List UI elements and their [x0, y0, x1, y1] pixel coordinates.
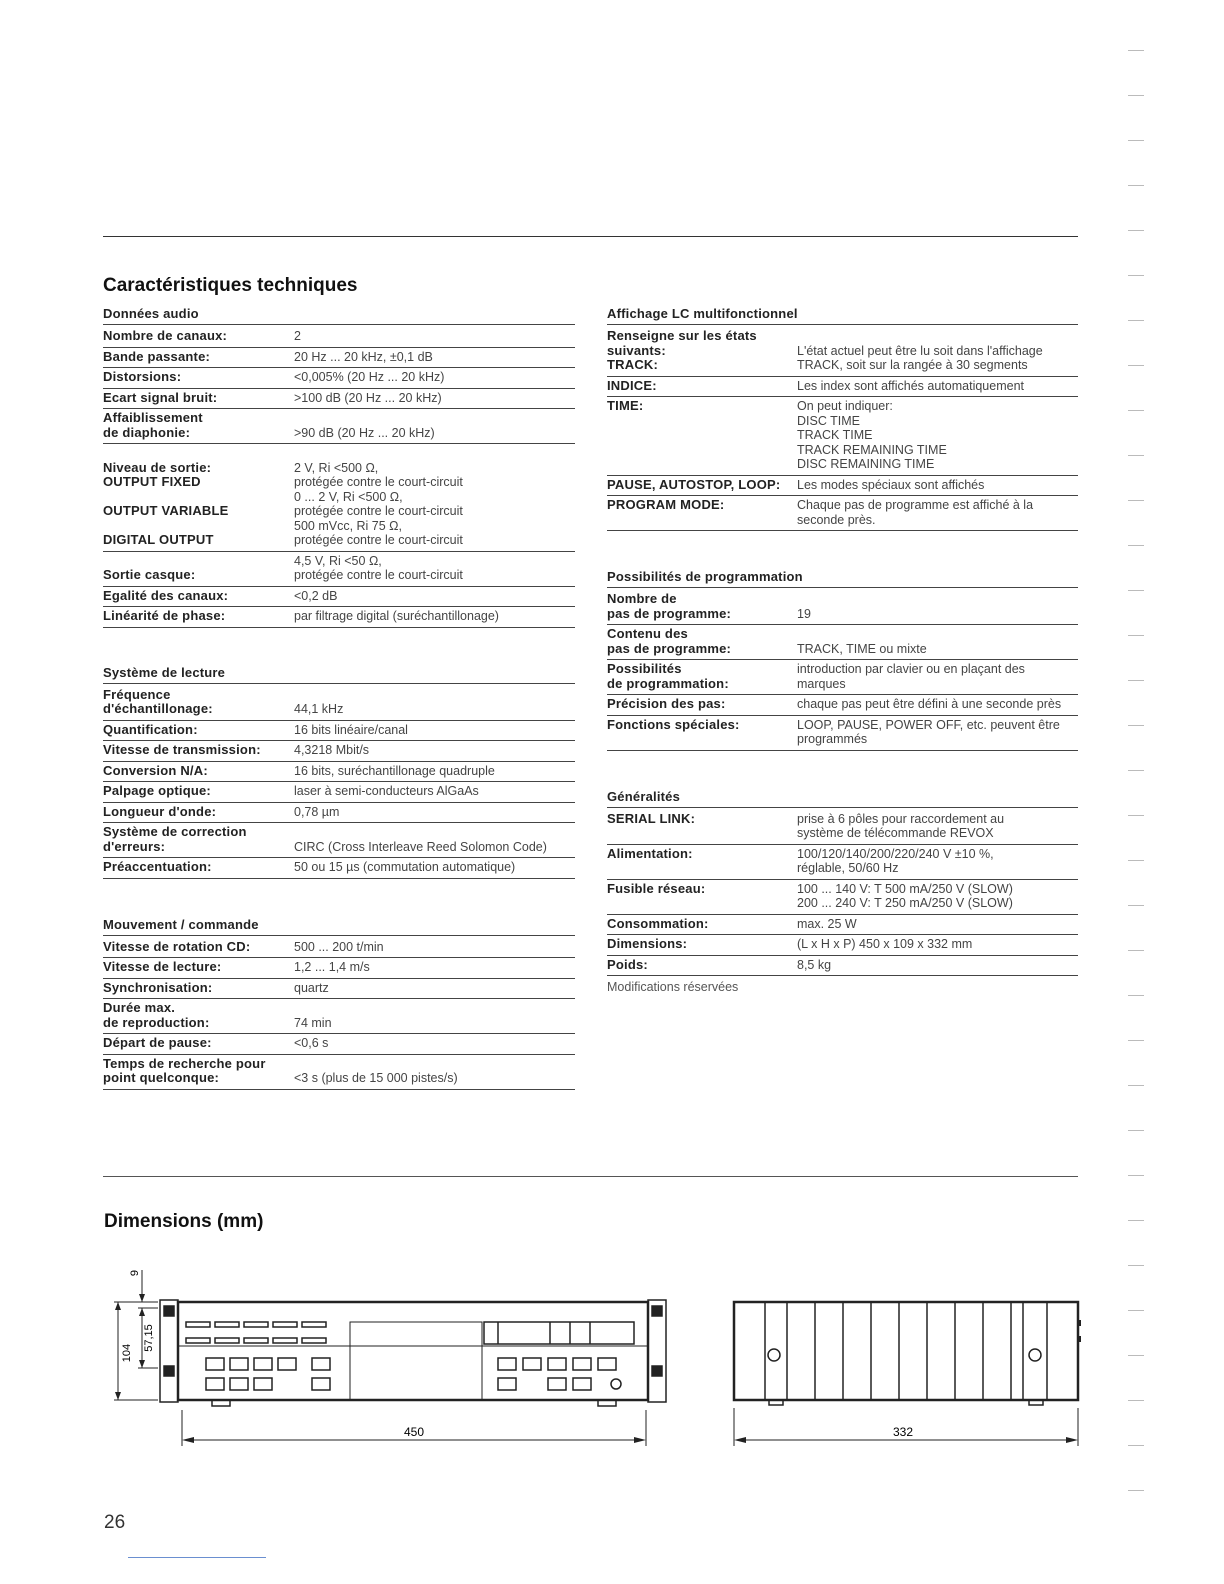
spec-value: 2 V, Ri <500 Ω, protégée contre le court-circuit 0 ... 2 V, Ri <500 Ω, protégée contre le court-circuit 500 mVcc, Ri 75 Ω, protégée contre le court-circuit: [294, 460, 463, 547]
spec-label: PAUSE, AUTOSTOP, LOOP:: [607, 476, 781, 492]
spec-label: Synchronisation:: [103, 979, 213, 995]
spec-row: [103, 389, 575, 410]
spec-label: Ecart signal bruit:: [103, 389, 218, 405]
spec-label: Longueur d'onde:: [103, 803, 217, 819]
spec-row: [607, 810, 1078, 845]
spec-label: Niveau de sortie: OUTPUT FIXED OUTPUT VARIABLE DIGITAL OUTPUT: [103, 459, 229, 547]
spec-row: [607, 590, 1078, 625]
spec-value: Les modes spéciaux sont affichés: [797, 477, 985, 492]
spec-label: Vitesse de lecture:: [103, 959, 222, 974]
spec-value: CIRC (Cross Interleave Reed Solomon Code): [294, 839, 547, 854]
spec-label: Affaiblissement de diaphonie:: [103, 410, 203, 440]
spec-row: [103, 803, 575, 824]
front-width-label: 450: [403, 1425, 425, 1439]
spec-row: [103, 409, 575, 444]
spec-label: Renseigne sur les états suivants: TRACK:: [607, 328, 757, 372]
middle-rule: [103, 1176, 1078, 1177]
spec-label: Fréquence d'échantillonage:: [103, 686, 213, 716]
spec-value: 1,2 ... 1,4 m/s: [294, 960, 370, 974]
spec-label: Contenu des pas de programme:: [607, 626, 732, 656]
page-title: Caractéristiques techniques: [103, 275, 358, 296]
spec-row: [607, 716, 1078, 751]
spec-value: 500 ... 200 t/min: [294, 939, 384, 954]
spec-value: Chaque pas de programme est affiché à la seconde près.: [797, 498, 1034, 527]
spec-value: 74 min: [294, 1015, 332, 1030]
spec-value: 0,78 µm: [294, 804, 340, 819]
spec-value: >90 dB (20 Hz ... 20 kHz): [294, 425, 435, 440]
spec-label: Dimensions:: [607, 936, 688, 951]
spec-value: L'état actuel peut être lu soit dans l'affichage TRACK, soit sur la rangée à 30 segments: [797, 343, 1043, 372]
spec-label: INDICE:: [607, 377, 657, 393]
spec-row: [103, 979, 575, 1000]
spec-label: Précision des pas:: [607, 696, 726, 711]
section-heading: Généralités: [607, 789, 1078, 808]
spec-value: 20 Hz ... 20 kHz, ±0,1 dB: [294, 349, 433, 364]
bottom-blue-line: [128, 1557, 266, 1558]
spec-row: [103, 1034, 575, 1055]
spec-value: max. 25 W: [797, 916, 857, 931]
spec-value: 19: [797, 606, 811, 621]
spec-label: Temps de recherche pour point quelconque:: [103, 1055, 266, 1085]
spec-value: >100 dB (20 Hz ... 20 kHz): [294, 390, 442, 405]
spec-row: [103, 999, 575, 1034]
spec-label: Système de correction d'erreurs:: [103, 824, 247, 854]
spec-label: Possibilités de programmation:: [607, 661, 729, 691]
spec-row: [607, 845, 1078, 880]
spec-label: Durée max. de reproduction:: [103, 1000, 210, 1030]
spec-value: introduction par clavier ou en plaçant des marques: [797, 662, 1025, 691]
section-generalites: [607, 789, 1078, 995]
spec-value: 100 ... 140 V: T 500 mA/250 V (SLOW) 200 ... 240 V: T 250 mA/250 V (SLOW): [797, 881, 1013, 910]
spec-label: Vitesse de transmission:: [103, 742, 261, 757]
spec-row: [103, 327, 575, 348]
spec-value: (L x H x P) 450 x 109 x 332 mm: [797, 937, 973, 951]
section-heading: Système de lecture: [103, 665, 575, 684]
spec-label: Palpage optique:: [103, 783, 211, 798]
spec-row: [103, 368, 575, 389]
spec-row: [103, 552, 575, 587]
spec-value: <0,005% (20 Hz ... 20 kHz): [294, 370, 445, 384]
spec-row: [607, 327, 1078, 377]
spec-value: chaque pas peut être défini à une seconde près: [797, 697, 1062, 711]
spec-value: 44,1 kHz: [294, 702, 344, 716]
right-column: [607, 306, 1078, 994]
spec-label: Egalité des canaux:: [103, 587, 229, 603]
spec-row: [607, 397, 1078, 476]
spec-value: 16 bits, suréchantillonage quadruple: [294, 763, 495, 778]
spec-value: 4,5 V, Ri <50 Ω, protégée contre le court-circuit: [294, 553, 463, 582]
top-rule: [103, 236, 1078, 237]
spec-row: [103, 587, 575, 608]
spec-value: TRACK, TIME ou mixte: [797, 641, 927, 656]
spec-label: Sortie casque:: [103, 567, 196, 582]
spec-value: 16 bits linéaire/canal: [294, 722, 408, 737]
spec-value: <0,2 dB: [294, 588, 338, 603]
section-programmation: [607, 569, 1078, 751]
spec-label: Fusible réseau:: [607, 880, 706, 896]
section-heading: Possibilités de programmation: [607, 569, 1078, 588]
spec-row: [103, 762, 575, 783]
spec-value: par filtrage digital (suréchantillonage): [294, 609, 499, 623]
spec-label: Conversion N/A:: [103, 762, 208, 778]
side-depth-label: 332: [892, 1425, 914, 1439]
height-inner-label: 57,15: [143, 1324, 155, 1352]
spec-row: [607, 377, 1078, 398]
spec-row: [103, 721, 575, 742]
spec-row: [607, 956, 1078, 977]
section-heading: Mouvement / commande: [103, 917, 575, 936]
spec-label: Alimentation:: [607, 845, 693, 861]
spec-label: Consommation:: [607, 915, 709, 931]
spec-row: [607, 915, 1078, 936]
spec-row: [103, 741, 575, 762]
spec-label: Départ de pause:: [103, 1035, 212, 1050]
section-mouvement: [103, 917, 575, 1090]
spec-label: PROGRAM MODE:: [607, 497, 725, 512]
spec-row: [607, 880, 1078, 915]
spec-row: [607, 660, 1078, 695]
spec-value: 4,3218 Mbit/s: [294, 743, 370, 757]
modifications-note: Modifications réservées: [607, 980, 739, 994]
spec-label: Fonctions spéciales:: [607, 716, 740, 732]
spec-label: Vitesse de rotation CD:: [103, 938, 251, 954]
spec-label: Distorsions:: [103, 369, 182, 384]
section-heading: Données audio: [103, 306, 575, 325]
front-view-drawing: [100, 1260, 680, 1460]
spec-label: Nombre de pas de programme:: [607, 591, 732, 621]
side-view-drawing: [725, 1290, 1090, 1455]
spec-label: Bande passante:: [103, 348, 211, 364]
spec-value: LOOP, PAUSE, POWER OFF, etc. peuvent être programmés: [797, 717, 1060, 746]
spec-row: [103, 348, 575, 369]
section-affichage: [607, 306, 1078, 531]
page-number: 26: [104, 1512, 126, 1533]
spec-label: Quantification:: [103, 721, 198, 737]
spec-label: Linéarité de phase:: [103, 608, 226, 623]
spec-value: laser à semi-conducteurs AlGaAs: [294, 784, 479, 798]
dimensions-title: Dimensions (mm): [104, 1211, 264, 1232]
section-audio: [103, 306, 575, 628]
spec-label: Préaccentuation:: [103, 859, 212, 874]
spec-label: TIME:: [607, 398, 644, 413]
spec-row: [607, 935, 1078, 956]
spec-row: [607, 625, 1078, 660]
spec-row: [607, 476, 1078, 497]
spec-label: SERIAL LINK:: [607, 810, 696, 826]
spec-row: [607, 695, 1078, 716]
spec-value: 100/120/140/200/220/240 V ±10 %, réglable, 50/60 Hz: [797, 846, 994, 875]
spec-row: [103, 938, 575, 959]
height-total-label: 104: [121, 1343, 133, 1363]
spec-label: Poids:: [607, 956, 648, 972]
spec-row: [103, 823, 575, 858]
spec-row: [103, 607, 575, 628]
spec-value: 8,5 kg: [797, 957, 832, 972]
spec-value: On peut indiquer: DISC TIME TRACK TIME TRACK REMAINING TIME DISC REMAINING TIME: [797, 399, 947, 471]
spec-row: [103, 782, 575, 803]
spec-row: [103, 1055, 575, 1090]
spec-row: [103, 958, 575, 979]
spec-value: quartz: [294, 980, 329, 995]
margin-ticks: [1128, 50, 1144, 1535]
spec-value: Les index sont affichés automatiquement: [797, 378, 1024, 393]
spec-value: <3 s (plus de 15 000 pistes/s): [294, 1071, 458, 1085]
spec-value: 2: [294, 329, 301, 343]
spec-row: [103, 686, 575, 721]
spec-row: [103, 444, 575, 552]
spec-value: 50 ou 15 µs (commutation automatique): [294, 860, 516, 874]
left-column: [103, 306, 575, 1090]
spec-value: <0,6 s: [294, 1036, 329, 1050]
section-heading: Affichage LC multifonctionnel: [607, 306, 1078, 325]
spec-row: [607, 496, 1078, 531]
spec-label: Nombre de canaux:: [103, 328, 228, 343]
top-offset-label: 9: [129, 1269, 141, 1277]
spec-row: [103, 858, 575, 879]
spec-value: prise à 6 pôles pour raccordement au système de télécommande REVOX: [797, 811, 1005, 840]
section-lecture: [103, 665, 575, 879]
